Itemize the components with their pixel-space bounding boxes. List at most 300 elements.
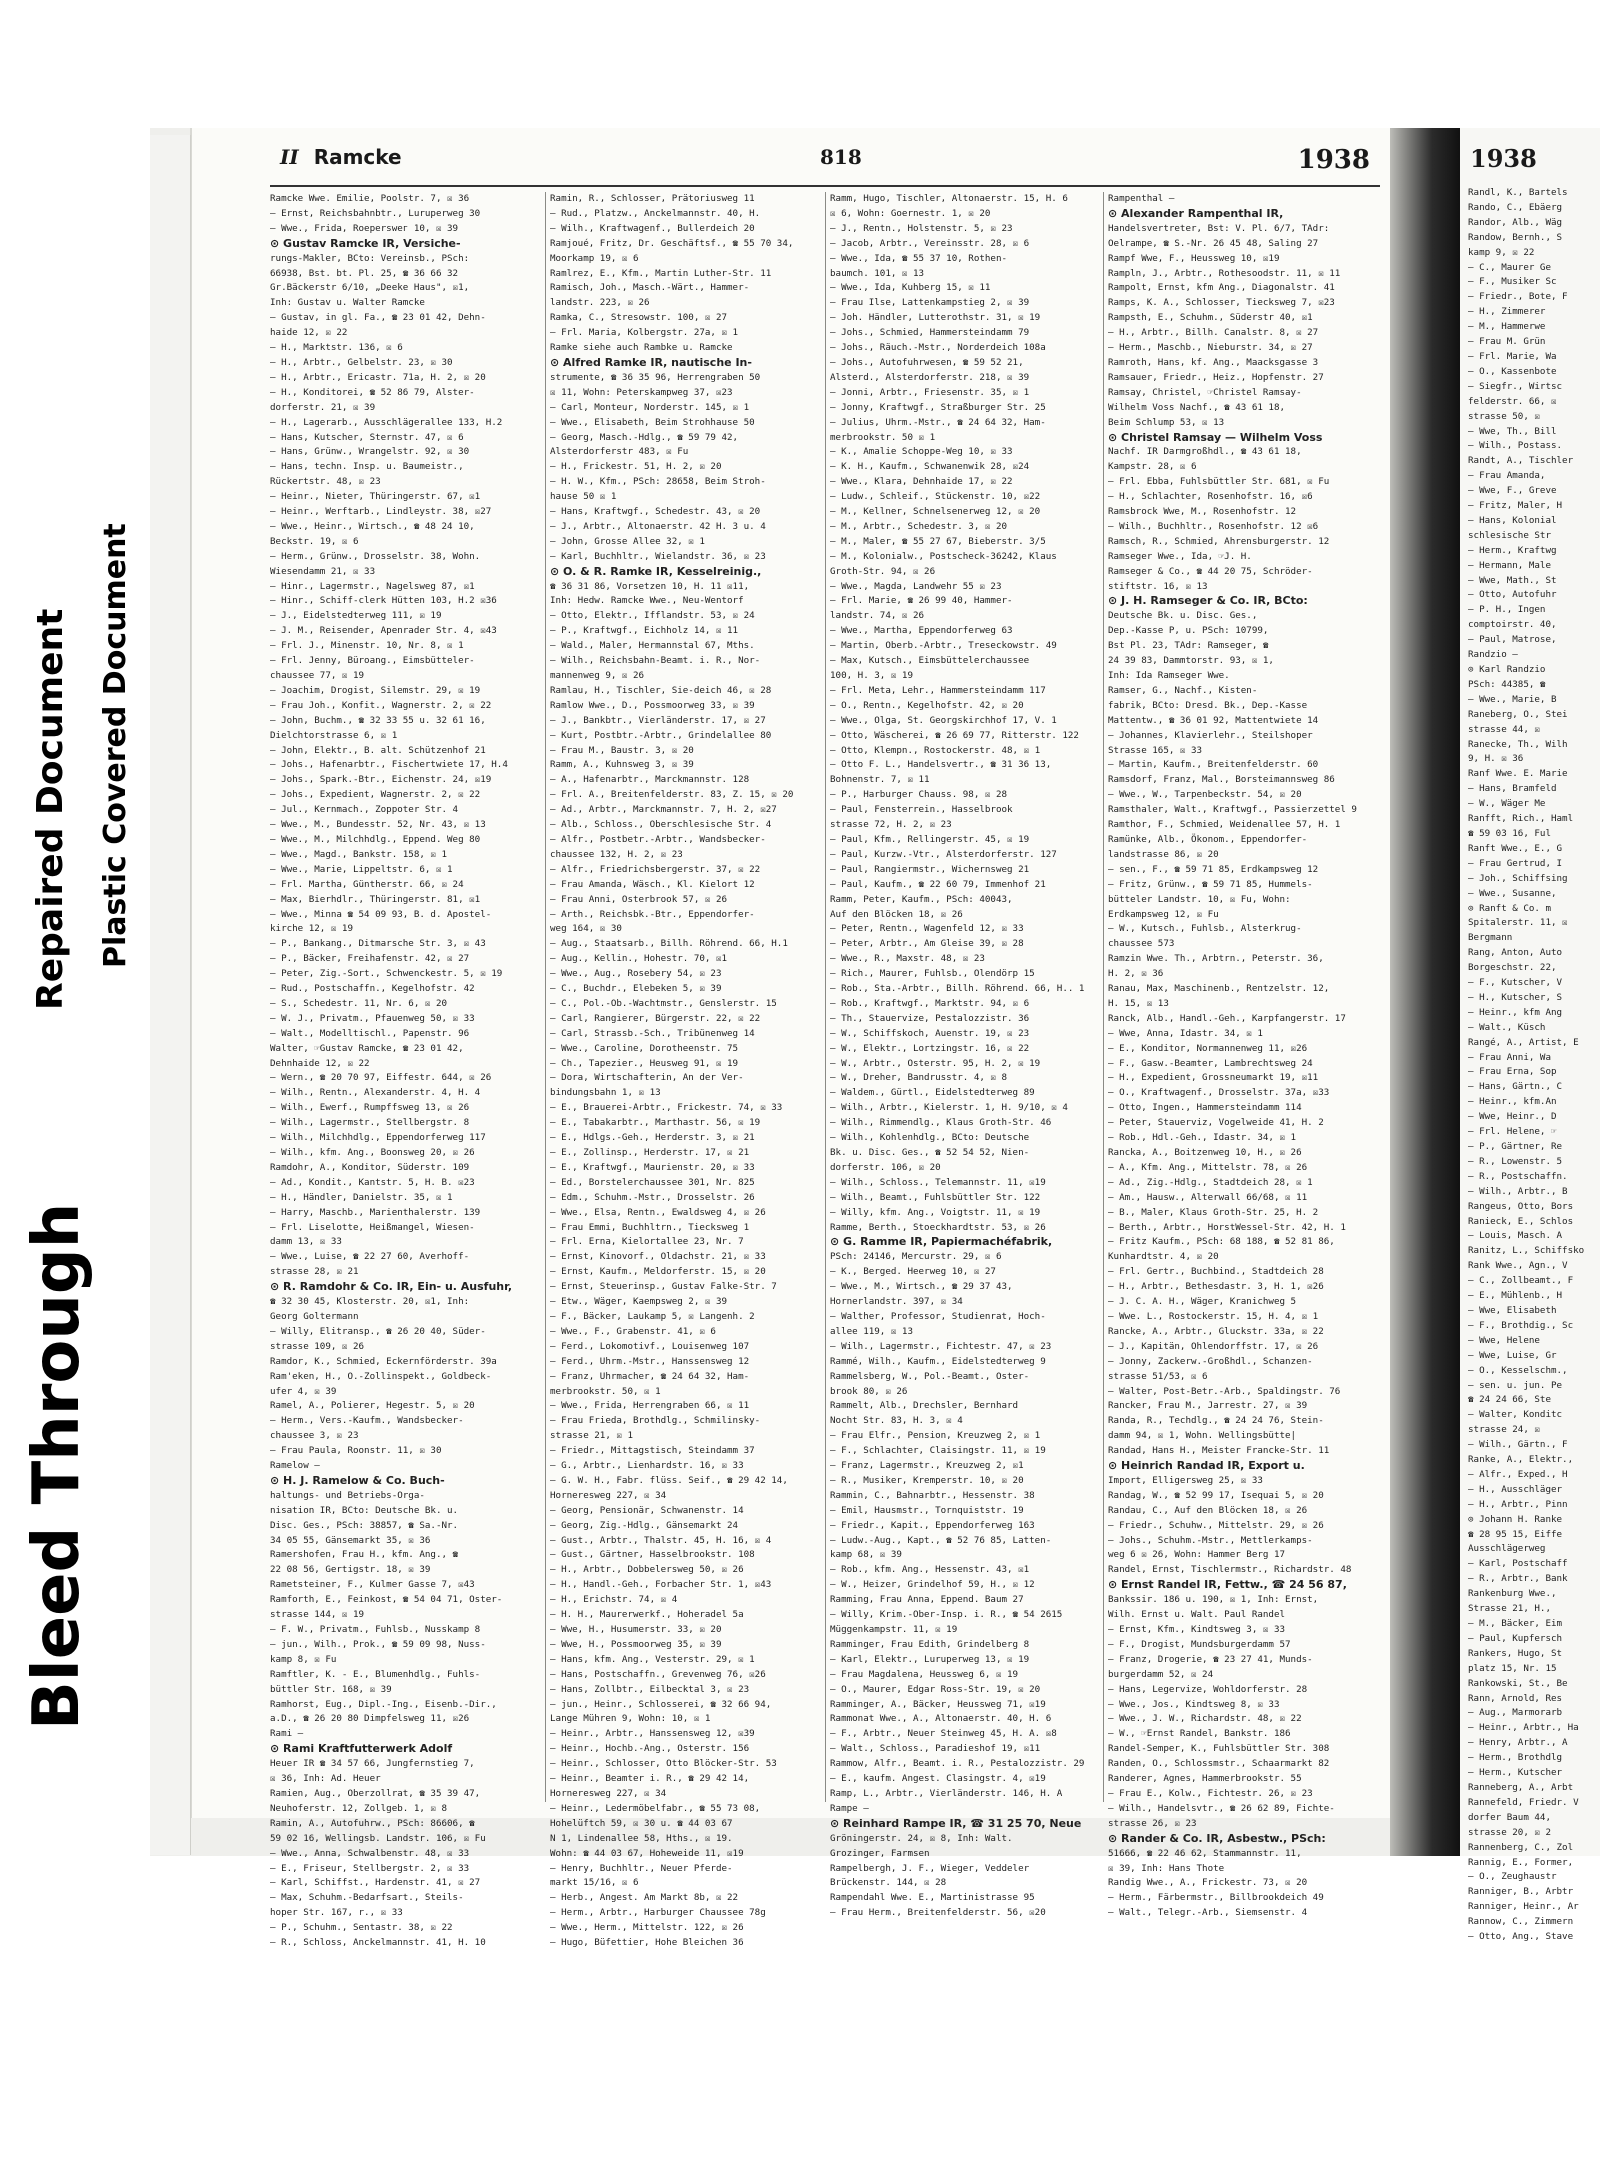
directory-entry-line: — Wilh., Lagermstr., Stellbergstr. 8: [270, 1117, 470, 1129]
directory-entry-line: Alsterdorferstr 483, ☒ Fu: [550, 446, 689, 458]
directory-entry-line: — Carl, Monteur, Norderstr. 145, ☒ 1: [550, 401, 750, 413]
directory-entry-line: — W., Elektr., Lortzingstr. 16, ☒ 22: [830, 1042, 1030, 1054]
adjacent-entry-line: — R., Arbtr., Bank: [1468, 1573, 1568, 1585]
directory-entry-line: — J. M., Reisender, Apenrader Str. 4, ☒43: [270, 625, 497, 637]
adjacent-entry-line: Rannefeld, Friedr. V: [1468, 1796, 1579, 1808]
directory-entry-line: — F., Arbtr., Neuer Steinweg 45, H. A. ☒8: [830, 1728, 1057, 1740]
directory-entry-line: — Max, Kutsch., Eimsbüttelerchaussee: [830, 655, 1030, 667]
adjacent-entry-line: — Wilh., Gärtn., F: [1468, 1439, 1568, 1451]
directory-entry-line: — Alfr., Friedrichsbergerstr. 37, ☒ 22: [550, 863, 761, 875]
directory-entry-line: Ramien, Aug., Oberzollrat, ☎ 35 39 47,: [270, 1787, 481, 1799]
directory-entry-line: Bst Pl. 23, TAdr: Ramseger, ☎: [1108, 640, 1269, 652]
directory-entry-line: — Frl. Maria, Kolbergstr. 27a, ☒ 1: [550, 327, 739, 339]
directory-entry-line: — Wilh., Buchhltr., Rosenhofstr. 12 ☒6: [1108, 520, 1319, 532]
directory-entry-line: 66938, Bst. bt. Pl. 25, ☎ 36 66 32: [270, 267, 459, 279]
directory-entry-line: — Alfr., Postbetr.-Arbtr., Wandsbecker-: [550, 833, 766, 845]
directory-entry-line: PSch: 24146, Mercurstr. 29, ☒ 6: [830, 1251, 1002, 1263]
directory-entry-line: — K., Berged. Heerweg 10, ☒ 27: [830, 1266, 996, 1278]
directory-entry-line: Rampendahl Wwe. E., Martinistrasse 95: [830, 1892, 1035, 1904]
adjacent-entry-line: — Otto, Autofuhr: [1468, 589, 1557, 601]
directory-entry-line: — E., Brauerei-Arbtr., Frickestr. 74, ☒ 33: [550, 1102, 783, 1114]
directory-entry-line: — Wilh., Schloss., Telemannstr. 11, ☒19: [830, 1176, 1046, 1188]
directory-column-1: [270, 192, 538, 1949]
adjacent-entry-line: dorfer Baum 44,: [1468, 1811, 1551, 1823]
directory-entry-line: Kampstr. 28, ☒ 6: [1108, 461, 1197, 473]
directory-entry-line: damm 13, ☒ 33: [270, 1236, 342, 1248]
directory-entry-line: Brückenstr. 144, ☒ 28: [830, 1877, 947, 1889]
directory-entry-line: Ramisch, Joh., Masch.-Wärt., Hammer-: [550, 282, 750, 294]
adjacent-entry-line: felderstr. 66, ☒: [1468, 395, 1557, 407]
adjacent-entry-line: — sen. u. jun. Pe: [1468, 1379, 1563, 1391]
directory-entry-line: ☒ 11, Wohn: Peterskampweg 37, ☒23: [550, 386, 733, 398]
adjacent-entry-line: Ranniger, B., Arbtr: [1468, 1886, 1574, 1898]
directory-entry-line: Randa, R., Techdlg., ☎ 24 24 76, Stein-: [1108, 1415, 1324, 1427]
directory-entry-line: — Wwe., Aug., Rosebery 54, ☒ 23: [550, 968, 722, 980]
directory-entry-line: — Walt., Modelltischl., Papenstr. 96: [270, 1027, 470, 1039]
directory-entry-line: Ramforth, E., Feinkost, ☎ 54 04 71, Oster-: [270, 1594, 503, 1606]
directory-entry-line: H. 15, ☒ 13: [1108, 997, 1169, 1009]
directory-entry-line: ⊙ Christel Ramsay — Wilhelm Voss: [1108, 430, 1323, 444]
directory-entry-line: — R., Schloss, Anckelmannstr. 41, H. 10: [270, 1937, 486, 1949]
directory-entry-line: ⊙ Heinrich Randad IR, Export u.: [1108, 1459, 1305, 1473]
directory-entry-line: Ramroth, Hans, kf. Ang., Maacksgasse 3: [1108, 356, 1319, 368]
directory-entry-line: Rampelbergh, J. F., Wieger, Veddeler: [830, 1862, 1030, 1874]
directory-entry-line: 34 05 55, Gänsemarkt 35, ☒ 36: [270, 1534, 431, 1546]
directory-column-2: [550, 192, 818, 1949]
directory-entry-line: — Friedr., Kapit., Eppendorferweg 163: [830, 1519, 1035, 1531]
directory-entry-line: Wohn: ☎ 44 03 67, Hoheweide 11, ☒19: [550, 1847, 744, 1859]
directory-entry-line: Ramin, A., Autofuhrw., PSch: 86606, ☎: [270, 1817, 475, 1829]
directory-entry-line: — M., Kolonialw., Postscheck-36242, Klaus: [830, 550, 1057, 562]
directory-entry-line: — H., Arbtr., Billh. Canalstr. 8, ☒ 27: [1108, 327, 1319, 339]
directory-entry-line: — Jul., Kernmach., Zoppoter Str. 4: [270, 804, 459, 816]
adjacent-entry-line: Rankenburg Wwe.,: [1468, 1588, 1557, 1600]
directory-entry-line: — Frau Paula, Roonstr. 11, ☒ 30: [270, 1445, 442, 1457]
directory-entry-line: Ramm, Peter, Kaufm., PSch: 40043,: [830, 893, 1013, 905]
adjacent-entry-line: — Hans, Gärtn., C: [1468, 1081, 1563, 1093]
directory-entry-line: — Johannes, Klavierlehr., Steilshoper: [1108, 729, 1313, 741]
directory-entry-line: Ramel, A., Polierer, Hegestr. 5, ☒ 20: [270, 1400, 475, 1412]
adjacent-entry-line: — O., Zeughaustr: [1468, 1871, 1557, 1883]
directory-entry-line: — C., Buchdr., Elebeken 5, ☒ 39: [550, 983, 722, 995]
directory-entry-line: allee 119, ☒ 13: [830, 1325, 913, 1337]
directory-entry-line: — J., Kapitän, Ohlendorffstr. 17, ☒ 26: [1108, 1340, 1319, 1352]
directory-entry-line: Ramdor, K., Schmied, Eckernförderstr. 39a: [270, 1355, 497, 1367]
directory-entry-line: — H., Händler, Danielstr. 35, ☒ 1: [270, 1191, 453, 1203]
directory-entry-line: Alsterd., Alsterdorferstr. 218, ☒ 39: [830, 371, 1030, 383]
adjacent-entry-line: Rannenberg, C., Zol: [1468, 1841, 1574, 1853]
directory-entry-line: — Rob., kfm. Ang., Hessenstr. 43, ☒1: [830, 1564, 1030, 1576]
directory-entry-line: ⊙ O. & R. Ramke IR, Kesselreinig.,: [550, 564, 762, 578]
directory-entry-line: Rametsteiner, F., Kulmer Gasse 7, ☒43: [270, 1579, 475, 1591]
directory-entry-line: baumch. 101, ☒ 13: [830, 267, 925, 279]
directory-entry-line: Deutsche Bk. u. Disc. Ges.,: [1108, 610, 1258, 622]
directory-entry-line: weg 164, ☒ 30: [550, 923, 622, 935]
directory-entry-line: — Frau Anni, Osterbrook 57, ☒ 26: [550, 893, 728, 905]
directory-entry-line: ⊙ Reinhard Rampe IR, ☎ 31 25 70, Neue: [830, 1816, 1082, 1830]
directory-entry-line: Rampolt, Ernst, kfm Ang., Diagonalstr. 41: [1108, 282, 1335, 294]
directory-entry-line: Dehnhaide 12, ☒ 22: [270, 1057, 370, 1069]
directory-entry-line: — G. W. H., Fabr. flüss. Seif., ☎ 29 42 14,: [550, 1474, 788, 1486]
directory-entry-line: — H., Erichstr. 74, ☒ 4: [550, 1594, 678, 1606]
adjacent-entry-line: — Aug., Marmorarb: [1468, 1707, 1563, 1719]
adjacent-entry-line: Ranieck, E., Schlos: [1468, 1215, 1574, 1227]
directory-entry-line: — Wwe, H., Possmoorweg 35, ☒ 39: [550, 1638, 722, 1650]
directory-entry-line: — Willy, kfm. Ang., Voigtstr. 11, ☒ 19: [830, 1206, 1041, 1218]
directory-entry-line: — Herb., Angest. Am Markt 8b, ☒ 22: [550, 1892, 739, 1904]
directory-entry-line: Ramdohr, A., Konditor, Süderstr. 109: [270, 1161, 470, 1173]
adjacent-entry-line: — Frau Amanda,: [1468, 470, 1546, 482]
directory-entry-line: — John, Buchm., ☎ 32 33 55 u. 32 61 16,: [270, 714, 486, 726]
directory-entry-line: Ramps, K. A., Schlosser, Tiecksweg 7, ☒23: [1108, 297, 1335, 309]
adjacent-entry-line: comptoirstr. 40,: [1468, 619, 1557, 631]
directory-entry-line: Ramsdorf, Franz, Mal., Borsteimannsweg 86: [1108, 774, 1335, 786]
directory-entry-line: — Ludw., Schleif., Stückenstr. 10, ☒22: [830, 491, 1041, 503]
directory-entry-line: — K., Amalie Schoppe-Weg 10, ☒ 33: [830, 446, 1013, 458]
directory-entry-line: Inh: Ida Ramseger Wwe.: [1108, 670, 1230, 681]
directory-entry-line: — Johs., Hafenarbtr., Fischertwiete 17, H.4: [270, 759, 508, 771]
directory-entry-line: 22 08 56, Gertigstr. 18, ☒ 39: [270, 1564, 431, 1576]
header-left: [280, 145, 402, 169]
directory-entry-line: — M., Kellner, Schnelsenerweg 12, ☒ 20: [830, 506, 1041, 518]
directory-entry-line: — H., Arbtr., Gelbelstr. 23, ☒ 30: [270, 356, 453, 368]
adjacent-entry-line: Rannig, E., Former,: [1468, 1856, 1574, 1868]
adjacent-entry-line: — H., Arbtr., Pinn: [1468, 1498, 1568, 1510]
directory-entry-line: — Wwe., Marie, Lippeltstr. 6, ☒ 1: [270, 863, 453, 875]
directory-entry-line: — Alb., Schloss., Oberschlesische Str. 4: [550, 819, 772, 831]
directory-entry-line: Ramlow Wwe., D., Possmoorweg 33, ☒ 39: [550, 699, 755, 711]
directory-entry-line: — Arth., Reichsbk.-Btr., Eppendorfer-: [550, 908, 755, 920]
directory-entry-line: Randen, O., Schlossmstr., Schaarmarkt 82: [1108, 1758, 1330, 1770]
directory-entry-line: — M., Maler, ☎ 55 27 67, Bieberstr. 3/5: [830, 535, 1046, 547]
binding-strip: [150, 135, 191, 1855]
directory-entry-line: — Otto, Klempn., Rostockerstr. 48, ☒ 1: [830, 744, 1041, 756]
directory-entry-line: Rampsth, E., Schuhm., Süderstr 40, ☒1: [1108, 312, 1313, 324]
directory-entry-line: 59 02 16, Wellingsb. Landstr. 106, ☒ Fu: [270, 1832, 486, 1844]
directory-entry-line: — J., Eidelstedterweg 111, ☒ 19: [270, 610, 442, 622]
directory-entry-line: — Ernst, Steuerinsp., Gustav Falke-Str. 7: [550, 1281, 777, 1293]
adjacent-entry-line: Ranft Wwe., E., G: [1468, 842, 1563, 854]
directory-entry-line: Inh: Hedw. Ramcke Wwe., Neu-Wentorf: [550, 595, 744, 607]
directory-entry-line: — Ed., Borstelerchaussee 301, Nr. 825: [550, 1176, 755, 1188]
directory-entry-line: Randad, Hans H., Meister Francke-Str. 11: [1108, 1445, 1330, 1457]
directory-entry-line: — Wilh., Beamt., Fuhlsbüttler Str. 122: [830, 1191, 1041, 1203]
directory-entry-line: — Julius, Uhrm.-Mstr., ☎ 24 64 32, Ham-: [830, 416, 1046, 428]
directory-entry-line: ufer 4, ☒ 39: [270, 1385, 337, 1397]
directory-entry-line: — Carl, Rangierer, Bürgerstr. 22, ☒ 22: [550, 1012, 761, 1024]
directory-entry-line: — Peter, Rentn., Wagenfeld 12, ☒ 33: [830, 923, 1024, 935]
directory-entry-line: strasse 109, ☒ 26: [270, 1340, 365, 1352]
directory-entry-line: — E., kaufm. Angest. Clasingstr. 4, ☒19: [830, 1773, 1046, 1785]
directory-entry-line: — Wald., Maler, Hermannstal 67, Mths.: [550, 640, 755, 652]
directory-entry-line: — Ferd., Lokomotivf., Louisenweg 107: [550, 1340, 750, 1352]
directory-entry-line: — Gustav, in gl. Fa., ☎ 23 01 42, Dehn-: [270, 312, 486, 324]
directory-entry-line: strasse 51/53, ☒ 6: [1108, 1370, 1208, 1382]
directory-entry-line: — Joh. Händler, Lutterothstr. 31, ☒ 19: [830, 312, 1041, 324]
directory-entry-line: — R., Musiker, Kremperstr. 10, ☒ 20: [830, 1474, 1024, 1486]
directory-entry-line: — Wwe., Luise, ☎ 22 27 60, Averhoff-: [270, 1251, 470, 1263]
directory-entry-line: — Jonny, Kraftwgf., Straßburger Str. 25: [830, 401, 1046, 413]
directory-entry-line: Ranau, Max, Maschinenb., Rentzelstr. 12,: [1108, 983, 1330, 995]
directory-entry-line: — K. H., Kaufm., Schwanenwik 28, ☒24: [830, 461, 1030, 473]
directory-entry-line: — Wwe, H., Husumerstr. 33, ☒ 20: [550, 1624, 722, 1635]
directory-entry-line: — Frl. Jenny, Büroang., Eimsbütteler-: [270, 655, 475, 667]
adjacent-entry-line: ⊙ Ranft & Co. m: [1468, 902, 1551, 914]
directory-entry-line: — Frau Amanda, Wäsch., Kl. Kielort 12: [550, 878, 755, 890]
directory-entry-line: — Frl. Gertr., Buchbind., Stadtdeich 28: [1108, 1266, 1324, 1278]
directory-entry-line: — J., Bankbtr., Vierländerstr. 17, ☒ 27: [550, 714, 766, 726]
directory-entry-line: burgerdamm 52, ☒ 24: [1108, 1668, 1214, 1680]
directory-entry-line: — Wwe., Frida, Roeperswег 10, ☒ 39: [270, 222, 459, 234]
directory-entry-line: — Wwe. L., Rostockerstr. 15, H. 4, ☒ 1: [1108, 1310, 1319, 1322]
directory-entry-line: ☎ 32 30 45, Klosterstr. 20, ☒1, Inh:: [270, 1296, 470, 1308]
directory-entry-line: — Hans, Postschaffn., Grevenweg 76, ☒26: [550, 1668, 766, 1680]
directory-entry-line: — Jonni, Arbtr., Friesenstr. 35, ☒ 1: [830, 386, 1030, 398]
directory-entry-line: — Wwe., F., Grabenstr. 41, ☒ 6: [550, 1325, 716, 1337]
directory-entry-line: — Wwe., Jos., Kindtsweg 8, ☒ 33: [1108, 1698, 1280, 1710]
directory-entry-line: Ramsauer, Friedr., Heiz., Hopfenstr. 27: [1108, 371, 1324, 383]
adjacent-entry-line: Rann, Arnold, Res: [1468, 1692, 1563, 1704]
directory-entry-line: haltungs- und Betriebs-Orga-: [270, 1489, 425, 1501]
directory-entry-line: Georg Goltermann: [270, 1310, 359, 1322]
adjacent-entry-line: — Heinr., kfm Ang: [1468, 1006, 1563, 1018]
directory-entry-line: — Frau Herm., Breitenfelderstr. 56, ☒20: [830, 1907, 1046, 1919]
directory-entry-line: hause 50 ☒ 1: [550, 491, 617, 503]
directory-entry-line: — Hans, Legervize, Wohldorferstr. 28: [1108, 1683, 1308, 1695]
repaired-document-label: Repaired Document: [30, 608, 71, 1010]
directory-entry-line: — Heinr., Beamter i. R., ☎ 29 42 14,: [550, 1773, 750, 1785]
adjacent-entry-line: Randt, A., Tischler: [1468, 455, 1574, 467]
directory-entry-line: chaussee 77, ☒ 19: [270, 670, 365, 681]
directory-entry-line: fabrik, BCto: Dresd. Bk., Dep.-Kasse: [1108, 699, 1308, 711]
directory-entry-line: Hornerlandstr. 397, ☒ 34: [830, 1296, 963, 1308]
adjacent-entry-line: — Frl. Helene, ☞: [1468, 1126, 1557, 1138]
directory-entry-line: — John, Elektr., B. alt. Schützenhof 21: [270, 744, 486, 756]
directory-entry-line: — J., Arbtr., Altonaerstr. 42 H. 3 u. 4: [550, 520, 766, 532]
directory-entry-line: Rami —: [270, 1728, 304, 1740]
directory-entry-line: — H., Arbtr., Ericastr. 71a, H. 2, ☒ 20: [270, 371, 486, 383]
directory-entry-line: — Dora, Wirtschafterin, An der Ver-: [550, 1072, 744, 1084]
adjacent-entry-line: — Siegfr., Wirtsc: [1468, 380, 1563, 392]
adjacent-entry-line: Bergmann: [1468, 932, 1513, 944]
directory-entry-line: Randau, C., Auf den Blöcken 18, ☒ 26: [1108, 1504, 1308, 1516]
header-name: Ramcke: [313, 145, 402, 169]
adjacent-entry-line: — Wilh., Arbtr., B: [1468, 1185, 1568, 1197]
directory-entry-line: — Rud., Platzw., Anckelmannstr. 40, H.: [550, 207, 761, 219]
directory-entry-line: — Paul, Kurzw.-Vtr., Alsterdorferstr. 127: [830, 848, 1057, 860]
directory-entry-line: — Ernst, Kinovorf., Oldachstr. 21, ☒ 33: [550, 1251, 766, 1263]
directory-entry-line: — P., Schuhm., Sentastr. 38, ☒ 22: [270, 1922, 453, 1934]
directory-entry-line: strasse 28, ☒ 21: [270, 1266, 359, 1278]
directory-entry-line: Erdkampsweg 12, ☒ Fu: [1108, 908, 1219, 920]
directory-entry-line: Ramftler, K. - E., Blumenhdlg., Fuhls-: [270, 1668, 481, 1680]
directory-entry-line: — Frl. Marie, ☎ 26 99 40, Hammer-: [830, 595, 1013, 607]
directory-entry-line: — Wwe., Magd., Bankstr. 158, ☒ 1: [270, 848, 448, 860]
directory-entry-line: — H., Marktstr. 136, ☒ 6: [270, 342, 403, 354]
adjacent-entry-line: Ranf Wwe. E. Marie: [1468, 768, 1568, 780]
page-header: [280, 145, 1380, 185]
directory-entry-line: weg 6 ☒ 26, Wohn: Hammer Berg 17: [1108, 1549, 1286, 1561]
directory-entry-line: bütteler Landstr. 10, ☒ Fu, Wohn:: [1108, 893, 1291, 905]
directory-entry-line: — E., Zollinsp., Herderstr. 17, ☒ 21: [550, 1147, 750, 1158]
adjacent-entry-line: — Frau Gertrud, I: [1468, 857, 1563, 869]
directory-entry-line: — H., Schlachter, Rosenhofstr. 16, ☒6: [1108, 491, 1313, 503]
directory-entry-line: stiftstr. 16, ☒ 13: [1108, 580, 1208, 592]
directory-entry-line: Inh: Gustav u. Walter Ramcke: [270, 297, 425, 309]
directory-entry-line: — Johs., Räuch.-Mstr., Norderdeich 108a: [830, 342, 1046, 354]
directory-entry-line: — Heinr., Ledermöbelfabr., ☎ 55 73 08,: [550, 1802, 761, 1814]
directory-entry-line: Beim Schlump 53, ☒ 13: [1108, 416, 1225, 428]
directory-entry-line: büttler Str. 168, ☒ 39: [270, 1683, 392, 1695]
adjacent-entry-line: Rank Wwe., Agn., V: [1468, 1260, 1568, 1272]
directory-entry-line: Rammonat Wwe., A., Altonaerstr. 40, H. 6: [830, 1713, 1052, 1725]
directory-entry-line: — Wwe., J. W., Richardstr. 48, ☒ 22: [1108, 1713, 1302, 1725]
adjacent-page-text: [1468, 186, 1584, 1945]
directory-entry-line: Rammé, Wilh., Kaufm., Eidelstedterweg 9: [830, 1355, 1046, 1367]
directory-entry-line: — A., Hafenarbtr., Marckmannstr. 128: [550, 774, 750, 786]
directory-entry-line: — S., Schedestr. 11, Nr. 6, ☒ 20: [270, 997, 448, 1009]
adjacent-entry-line: ☎ 28 95 15, Eiffe: [1468, 1528, 1563, 1540]
directory-entry-line: ⊙ Gustav Ramcke IR, Versiche-: [270, 236, 461, 250]
directory-entry-line: mannenweg 9, ☒ 26: [550, 670, 645, 681]
adjacent-entry-line: — Frau Erna, Sop: [1468, 1066, 1557, 1078]
adjacent-entry-line: Strasse 21, H.,: [1468, 1603, 1551, 1615]
directory-entry-line: — Wwe., Martha, Eppendorferweg 63: [830, 625, 1013, 637]
adjacent-entry-line: — O., Kesselschm.,: [1468, 1364, 1568, 1376]
directory-entry-line: ⊙ Alfred Ramke IR, nautische In-: [550, 355, 752, 369]
directory-entry-line: — Wern., ☎ 20 70 97, Eiffestr. 644, ☒ 26: [270, 1072, 492, 1084]
adjacent-entry-line: — Paul, Kupfersch: [1468, 1632, 1563, 1644]
directory-entry-line: Nachf. IR Darmgroßhdl., ☎ 43 61 18,: [1108, 446, 1302, 458]
directory-entry-line: Rancka, A., Boitzenweg 10, H., ☒ 26: [1108, 1147, 1302, 1158]
page-number: 818: [820, 145, 862, 169]
adjacent-entry-line: Spitalerstr. 11, ☒: [1468, 917, 1568, 929]
column-divider: [545, 192, 546, 1802]
adjacent-entry-line: — H., Ausschläger: [1468, 1483, 1563, 1495]
directory-entry-line: — Wilh., kfm. Ang., Boonsweg 20, ☒ 26: [270, 1147, 475, 1158]
directory-entry-line: ☒ 6, Wohn: Goernestr. 1, ☒ 20: [830, 207, 991, 219]
directory-entry-line: kamp 8, ☒ Fu: [270, 1653, 337, 1665]
directory-entry-line: — Herm., Maschb., Nieburstr. 34, ☒ 27: [1108, 342, 1313, 354]
adjacent-entry-line: — Frl. Marie, Wa: [1468, 350, 1557, 362]
adjacent-entry-line: — Paul, Matrose,: [1468, 634, 1557, 646]
directory-entry-line: — M., Arbtr., Schedestr. 3, ☒ 20: [830, 520, 1008, 532]
directory-entry-line: Ramcke Wwe. Emilie, Poolstr. 7, ☒ 36: [270, 193, 470, 204]
directory-entry-line: — Ernst, Kfm., Kindtsweg 3, ☒ 33: [1108, 1624, 1286, 1635]
directory-entry-line: haide 12, ☒ 22: [270, 327, 348, 339]
directory-entry-line: — Paul, Kaufm., ☎ 22 60 79, Immenhof 21: [830, 878, 1046, 890]
directory-entry-line: strasse 72, H. 2, ☒ 23: [830, 819, 952, 831]
adjacent-entry-line: — Wwe., Marie, B: [1468, 693, 1557, 705]
directory-entry-line: — John, Grosse Allee 32, ☒ 1: [550, 535, 705, 547]
directory-entry-line: — W., Dreher, Bandrusstr. 4, ☒ 8: [830, 1072, 1008, 1084]
directory-column-4: [1108, 192, 1376, 1919]
directory-entry-line: — Franz, Lagermstr., Kreuzweg 2, ☒1: [830, 1460, 1024, 1472]
adjacent-entry-line: — Alfr., Exped., H: [1468, 1468, 1568, 1480]
directory-entry-line: — Emil, Hausmstr., Tornquiststr. 19: [830, 1504, 1024, 1516]
directory-entry-line: Randerer, Agnes, Hammerbrookstr. 55: [1108, 1773, 1302, 1785]
adjacent-entry-line: Borgeschstr. 22,: [1468, 962, 1557, 974]
adjacent-entry-line: — C., Zollbeamt., F: [1468, 1275, 1574, 1287]
directory-entry-line: — G., Arbtr., Lienhardstr. 16, ☒ 33: [550, 1460, 744, 1472]
directory-entry-line: — E., Hdlgs.-Geh., Herderstr. 3, ☒ 21: [550, 1132, 755, 1144]
directory-entry-line: — Hinr., Schiff-clerk Hütten 103, H.2 ☒36: [270, 595, 497, 607]
adjacent-page: [1460, 128, 1600, 1943]
directory-entry-line: — Wilh., Rimmendlg., Klaus Groth-Str. 46: [830, 1117, 1052, 1129]
directory-entry-line: Wilhelm Voss Nachf., ☎ 43 61 18,: [1108, 401, 1286, 413]
directory-entry-line: — Georg, Pensionär, Schwanenstr. 14: [550, 1504, 744, 1516]
directory-entry-line: Nocht Str. 83, H. 3, ☒ 4: [830, 1415, 963, 1427]
directory-entry-line: — P., Harburger Chauss. 98, ☒ 28: [830, 789, 1008, 801]
adjacent-entry-line: — Wilh., Postass.: [1468, 440, 1563, 452]
directory-entry-line: — Paul, Kfm., Rellingerstr. 45, ☒ 19: [830, 833, 1030, 845]
directory-entry-line: — Martin, Oberb.-Arbtr., Treseckowstr. 49: [830, 640, 1057, 652]
directory-entry-line: — Ch., Tapezier., Heusweg 91, ☒ 19: [550, 1057, 739, 1069]
directory-entry-line: — Walt., Telegr.-Arb., Siemsenstr. 4: [1108, 1907, 1308, 1919]
directory-entry-line: Lange Mühren 9, Wohn: 10, ☒ 1: [550, 1713, 711, 1725]
directory-entry-line: — O., Maurer, Edgar Ross-Str. 19, ☒ 20: [830, 1683, 1041, 1695]
directory-entry-line: Randig Wwe., A., Frickestr. 73, ☒ 20: [1108, 1877, 1308, 1889]
adjacent-entry-line: ⊙ Karl Randzio: [1468, 664, 1546, 675]
directory-entry-line: Ramminger, A., Bäcker, Heussweg 71, ☒19: [830, 1698, 1046, 1710]
directory-entry-line: ⊙ Rami Kraftfutterwerk Adolf: [270, 1742, 453, 1756]
directory-entry-line: Walter, ☞Gustav Ramcke, ☎ 23 01 42,: [270, 1042, 464, 1054]
directory-entry-line: 100, H. 3, ☒ 19: [830, 670, 913, 681]
directory-entry-line: — Ad., Zig.-Hdlg., Stadtdeich 28, ☒ 1: [1108, 1176, 1313, 1188]
directory-entry-line: Ramjoué, Fritz, Dr. Geschäftsf., ☎ 55 70 34,: [550, 237, 794, 249]
directory-entry-line: — Herm., Vers.-Kaufm., Wandsbecker-: [270, 1415, 464, 1427]
directory-entry-line: — Wilh., Handelsvtr., ☎ 26 62 89, Fichte-: [1108, 1802, 1335, 1814]
directory-entry-line: Ramzin Wwe. Th., Arbtrn., Peterstr. 36,: [1108, 953, 1324, 965]
directory-entry-line: — sen., F., ☎ 59 71 85, Erdkampsweg 12: [1108, 863, 1319, 875]
adjacent-entry-line: — Frau Anni, Wa: [1468, 1051, 1551, 1063]
directory-entry-line: — Frl. Ebba, Fuhlsbüttler Str. 681, ☒ Fu: [1108, 476, 1330, 488]
directory-entry-line: — Wilh., Ewerf., Rumpffsweg 13, ☒ 26: [270, 1102, 470, 1114]
directory-entry-line: Rückertstr. 48, ☒ 23: [270, 476, 381, 488]
gutter-shadow: [1390, 128, 1460, 1856]
directory-entry-line: — F., Drogist, Mundsburgerdamm 57: [1108, 1638, 1291, 1650]
adjacent-entry-line: — Fritz, Maler, H: [1468, 500, 1563, 512]
directory-entry-line: — Hinr., Lagermstr., Nagelsweg 87, ☒1: [270, 580, 475, 592]
adjacent-entry-line: Randl, K., Bartels: [1468, 187, 1568, 198]
directory-entry-line: Rancker, Frau M., Jarrestr. 27, ☒ 39: [1108, 1400, 1308, 1412]
adjacent-entry-line: — H., Kutscher, S: [1468, 991, 1563, 1003]
directory-entry-line: — Georg, Masch.-Hdlg., ☎ 59 79 42,: [550, 431, 739, 443]
directory-entry-line: — jun., Heinr., Schlosserei, ☎ 32 66 94,: [550, 1698, 772, 1710]
adjacent-entry-line: — F., Kutscher, V: [1468, 977, 1563, 989]
directory-entry-line: Heuer IR ☎ 34 57 66, Jungfernstieg 7,: [270, 1758, 475, 1770]
directory-entry-line: — W., Kutsch., Fuhlsb., Alsterkrug-: [1108, 923, 1302, 935]
directory-entry-line: — Frau Elfr., Pension, Kreuzweg 2, ☒ 1: [830, 1430, 1041, 1442]
directory-entry-line: — Otto, Ingen., Hammersteindamm 114: [1108, 1102, 1302, 1114]
directory-entry-line: Mattentw., ☎ 36 01 92, Mattentwiete 14: [1108, 714, 1319, 726]
directory-entry-line: — P., Bankang., Ditmarsche Str. 3, ☒ 43: [270, 938, 486, 950]
adjacent-entry-line: — P., Gärtner, Re: [1468, 1141, 1563, 1152]
directory-entry-line: — Hugo, Büfettier, Hohe Bleichen 36: [550, 1937, 744, 1949]
directory-entry-line: Ramsbrock Wwe, M., Rosenhofstr. 12: [1108, 506, 1297, 518]
directory-entry-line: Grozinger, Farmsen: [830, 1847, 930, 1859]
directory-entry-line: — Th., Stauervize, Pestalozzistr. 36: [830, 1012, 1030, 1024]
directory-entry-line: Dielchtorstrasse 6, ☒ 1: [270, 729, 398, 741]
adjacent-entry-line: — H., Zimmerer: [1468, 306, 1546, 318]
adjacent-entry-line: Ranfft, Rich., Haml: [1468, 813, 1574, 825]
directory-entry-line: — Wilh., Lagermstr., Fichtestr. 47, ☒ 23: [830, 1340, 1052, 1352]
directory-entry-line: — Wwe., Herm., Mittelstr. 122, ☒ 26: [550, 1922, 744, 1934]
directory-entry-line: — Frau Ilse, Lattenkampstieg 2, ☒ 39: [830, 297, 1030, 309]
directory-entry-line: — Jonny, Zackerw.-Großhdl., Schanzen-: [1108, 1355, 1313, 1367]
adjacent-entry-line: — W., Wäger Me: [1468, 798, 1546, 810]
directory-entry-line: Rampf Wwe, F., Heussweg 10, ☒19: [1108, 252, 1280, 264]
